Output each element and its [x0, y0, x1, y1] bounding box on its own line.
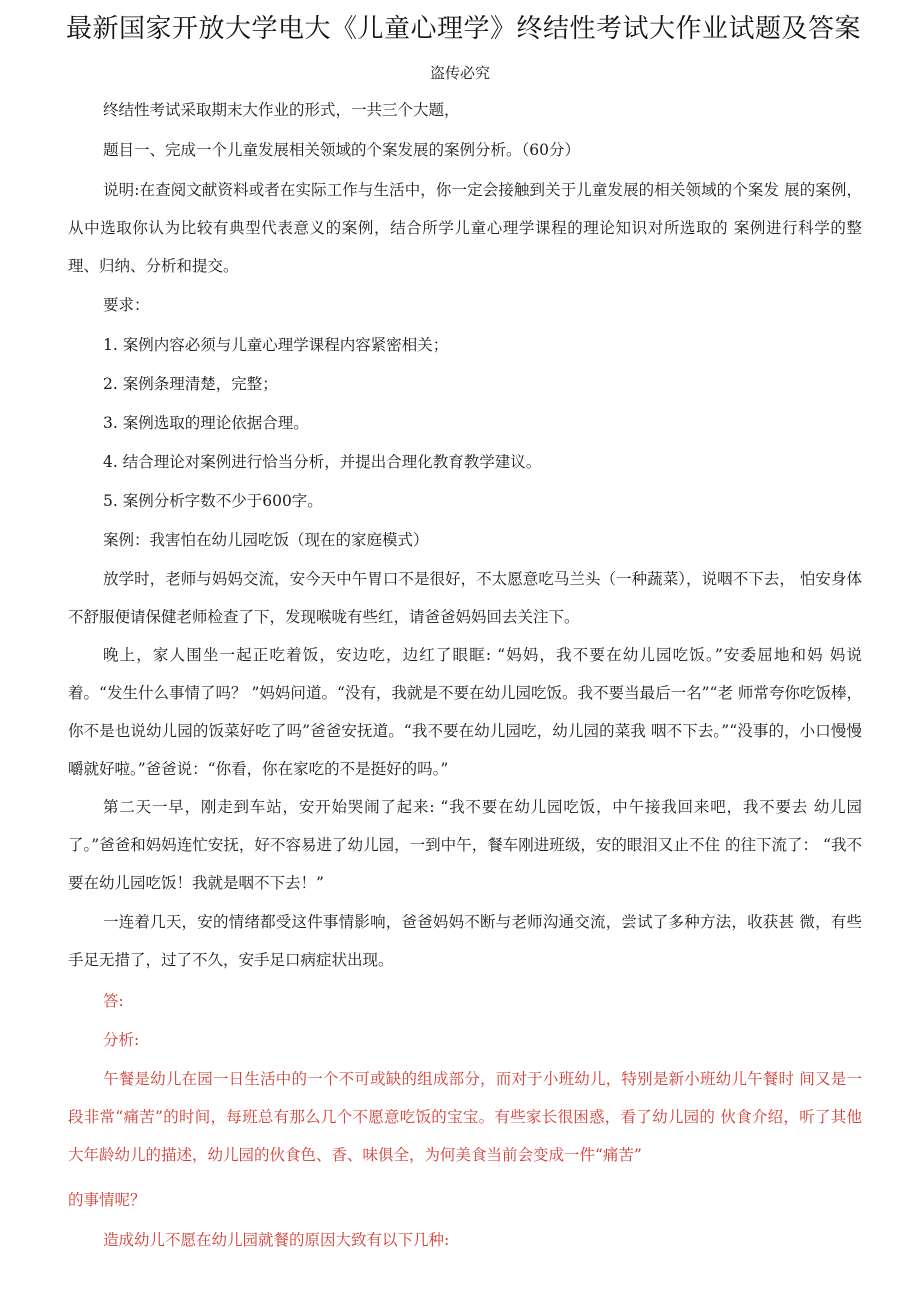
requirement-item: 5. 案例分析字数不少于600字。 [103, 492, 323, 510]
answer-label: 答: [103, 992, 124, 1010]
explanation-paragraph: 说明:在查阅文献资料或者在实际工作与生活中，你一定会接触到关于儿童发展的相关领域的个案发 展的案例，从中选取你认为比较有典型代表意义的案例，结合所学儿童心理学课程的理论知识对所选取的 案例进行科学的整理、归纳、分析和提交。 [68, 181, 862, 275]
case-paragraph: 放学时，老师与妈妈交流，安今天中午胃口不是很好，不太愿意吃马兰头（一种蔬菜），说咽不下去， 怕安身体不舒服便请保健老师检查了下，发现喉咙有些红，请爸爸妈妈回去关注下。 [68, 570, 862, 626]
requirement-item: 2. 案例条理清楚，完整； [103, 375, 278, 393]
requirement-item: 1. 案例内容必须与儿童心理学课程内容紧密相关； [103, 336, 449, 354]
case-paragraph: 一连着几天，安的情绪都受这件事情影响，爸爸妈妈不断与老师沟通交流，尝试了多种方法，收获甚 微，有些手足无措了，过了不久，安手足口病症状出现。 [68, 913, 862, 969]
document-title: 最新国家开放大学电大《儿童心理学》终结性考试大作业试题及答案 [66, 14, 862, 44]
requirement-item: 3. 案例选取的理论依据合理。 [103, 414, 309, 432]
question-1: 题目一、完成一个儿童发展相关领域的个案发展的案例分析。（60分） [103, 141, 580, 159]
case-title: 案例：我害怕在幼儿园吃饭（现在的家庭模式） [103, 531, 429, 549]
requirements-label: 要求： [103, 296, 150, 314]
case-paragraph: 第二天一早，刚走到车站，安开始哭闹了起来: “我不要在幼儿园吃饭，中午接我回来吧，我不要去 幼儿园了。”爸爸和妈妈连忙安抚，好不容易进了幼儿园，一到中午，餐车刚进班级，安的眼泪又止不住 的往下流了： “我不要在幼儿园吃饭！我就是咽不下去！” [68, 798, 862, 892]
intro-paragraph: 终结性考试采取期末大作业的形式，一共三个大题， [103, 101, 460, 119]
analysis-paragraph: 造成幼儿不愿在幼儿园就餐的原因大致有以下几种: [103, 1231, 450, 1249]
analysis-label: 分析: [103, 1031, 140, 1049]
requirement-item: 4. 结合理论对案例进行恰当分析，并提出合理化教育教学建议。 [103, 453, 542, 471]
analysis-paragraph: 午餐是幼儿在园一日生活中的一个不可或缺的组成部分，而对于小班幼儿，特别是新小班幼儿午餐时 间又是一段非常“痛苦”的时间，每班总有那么几个不愿意吃饭的宝宝。有些家长很困惑，看了幼儿园的 伙食介绍，听了其他大年龄幼儿的描述，幼儿园的伙食色、香、味俱全，为何美食当前会变成一件“痛苦” [68, 1070, 862, 1164]
analysis-paragraph-end: 的事情呢？ [68, 1191, 146, 1209]
case-paragraph: 晚上，家人围坐一起正吃着饭，安边吃，边红了眼眶: “妈妈，我不要在幼儿园吃饭。”安委屈地和妈 妈说着。“发生什么事情了吗？ ”妈妈问道。“没有，我就是不要在幼儿园吃饭。我不要当最后一名”“老 师常夸你吃饭棒，你不是也说幼儿园的饭菜好吃了吗”爸爸安抚道。“我不要在幼儿园吃，幼儿园的菜我 咽不下去。”“没事的，小口慢慢嚼就好啦。”爸爸说：“你看，你在家吃的不是挺好的吗。” [68, 646, 862, 778]
document-subtitle: 盗传必究 [429, 64, 490, 82]
